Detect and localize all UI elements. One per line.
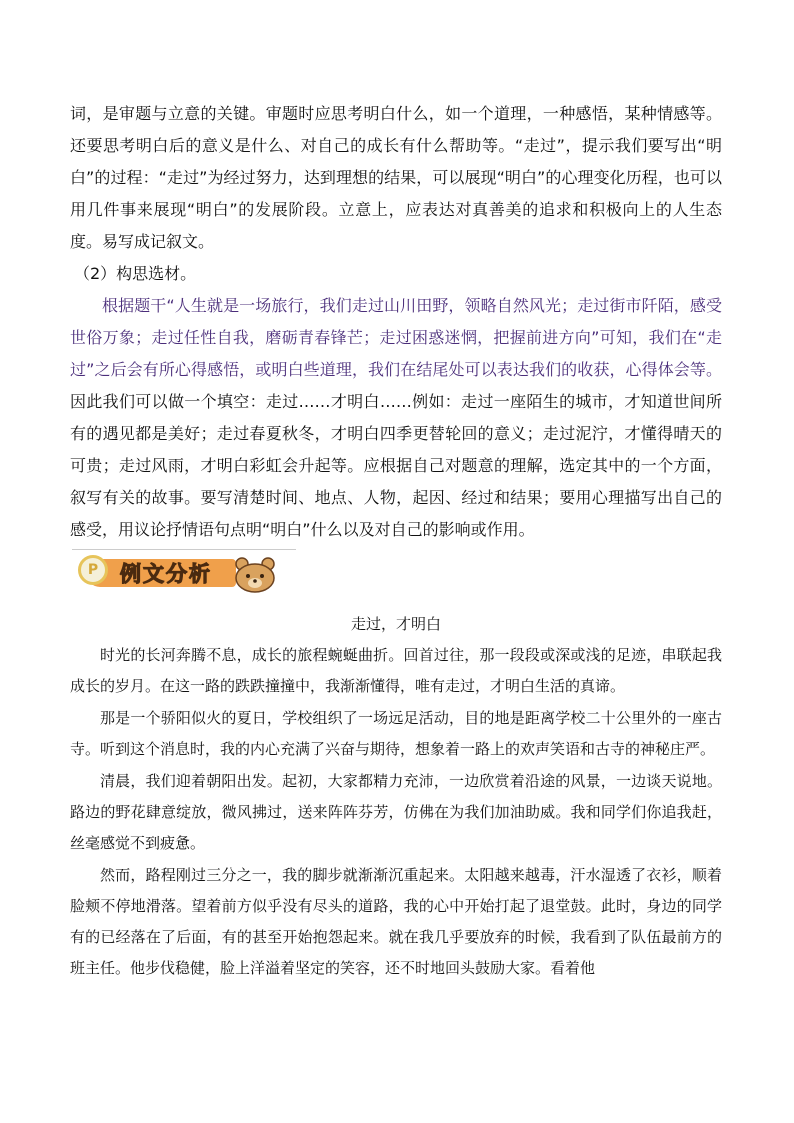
- analysis-paragraph-1: 词，是审题与立意的关键。审题时应思考明白什么，如一个道理，一种感悟，某种情感等。还要思考明白后的意义是什么、对自己的成长有什么帮助等。“走过”，提示我们要写出“明白”的过程：“走过”为经过努力，达到理想的结果，可以展现“明白”的心理变化历程，也可以用几件事来展现“明白”的发展阶段。立意上，应表达对真善美的追求和积极向上的人生态度。易写成记叙文。: [70, 104, 722, 251]
- coin-icon: P: [78, 555, 108, 585]
- analysis-section: [70, 98, 722, 546]
- essay-paragraph: 那是一个骄阳似火的夏日，学校组织了一场远足活动，目的地是距离学校二十公里外的一座古寺。听到这个消息时，我的内心充满了兴奋与期待，想象着一路上的欢声笑语和古寺的神秘庄严。: [70, 709, 722, 758]
- sub-heading: （2）构思选材。: [74, 264, 197, 283]
- prompt-quote-text: 根据题干“人生就是一场旅行，我们走过山川田野，领略自然风光；走过街市阡陌，感受世俗万象；走过任性自我，磨砺青春锋芒；走过困惑迷惘，把握前进方向”可知，我们在“走过”之后会有所心得感悟，或明白些道理，我们在结尾处可以表达我们的收获，心得体会等。: [70, 296, 722, 379]
- bear-mascot-icon: [232, 555, 280, 593]
- banner-title: 例文分析: [120, 562, 212, 586]
- example-analysis-banner: [72, 549, 296, 593]
- essay-paragraph: 然而，路程刚过三分之一，我的脚步就渐渐沉重起来。太阳越来越毒，汗水湿透了衣衫，顺着脸颊不停地滑落。望着前方似乎没有尽头的道路，我的心中开始打起了退堂鼓。此时，身边的同学有的已经落在了后面，有的甚至开始抱怨起来。就在我几乎要放弃的时候，我看到了队伍最前方的班主任。他步伐稳健，脸上洋溢着坚定的笑容，还不时地回头鼓励大家。看着他: [70, 866, 722, 977]
- analysis-paragraph-2-rest: 因此我们可以做一个填空：走过……才明白……例如：走过一座陌生的城市，才知道世间所有的遇见都是美好；走过春夏秋冬，才明白四季更替轮回的意义；走过泥泞，才懂得晴天的可贵；走过风雨，才明白彩虹会升起等。应根据自己对题意的理解，选定其中的一个方面，叙写有关的故事。要写清楚时间、地点、人物，起因、经过和结果；要用心理描写出自己的感受，用议论抒情语句点明“明白”什么以及对自己的影响或作用。: [70, 392, 722, 539]
- example-essay: [70, 609, 722, 985]
- essay-paragraph: 时光的长河奔腾不息，成长的旅程蜿蜒曲折。回首过往，那一段段或深或浅的足迹，串联起我成长的岁月。在这一路的跌跌撞撞中，我渐渐懂得，唯有走过，才明白生活的真谛。: [70, 646, 722, 695]
- analysis-paragraph-2: [70, 290, 722, 546]
- banner-top-rule: [72, 549, 296, 550]
- essay-title: 走过，才明白: [350, 615, 441, 633]
- essay-paragraph: 清晨，我们迎着朝阳出发。起初，大家都精力充沛，一边欣赏着沿途的风景，一边谈天说地。路边的野花肆意绽放，微风拂过，送来阵阵芬芳，仿佛在为我们加油助威。我和同学们你追我赶，丝毫感觉不到疲惫。: [70, 772, 722, 852]
